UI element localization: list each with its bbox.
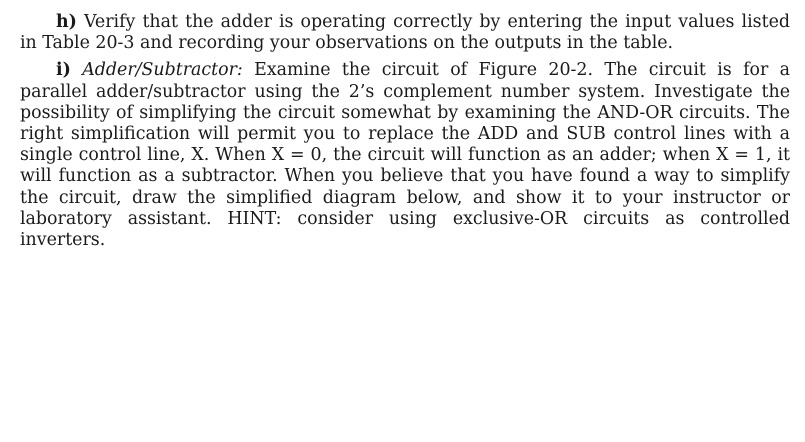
paragraph-i-title: Adder/Subtractor: xyxy=(82,60,243,81)
paragraph-i xyxy=(20,60,790,251)
paragraph-h-label: h) xyxy=(56,12,77,32)
paragraph-h-text: Verify that the adder is operating correctly by entering the input values listed in Table 20-3 and recording your observations on the outputs in the table. xyxy=(20,12,791,54)
document-page xyxy=(20,12,790,251)
paragraph-h xyxy=(20,12,790,54)
paragraph-i-label: i) xyxy=(56,60,71,81)
paragraph-i-text: Examine the circuit of Figure 20-2. The circuit is for a parallel adder/subtractor using the 2’s complement number system. Investigate the possibility of simplifying the circuit somewhat by examining the AND-OR circuits. The right simplification will permit you to replace the ADD and SUB control lines with a single control line, X. When X = 0, the circuit will function as an adder; when X = 1, it will function as a subtractor. When you believe that you have found a way to simplify the circuit, draw the simplified diagram below, and show it to your instructor or laboratory assistant. HINT: consider using exclusive-OR circuits as controlled inverters. xyxy=(20,60,791,251)
